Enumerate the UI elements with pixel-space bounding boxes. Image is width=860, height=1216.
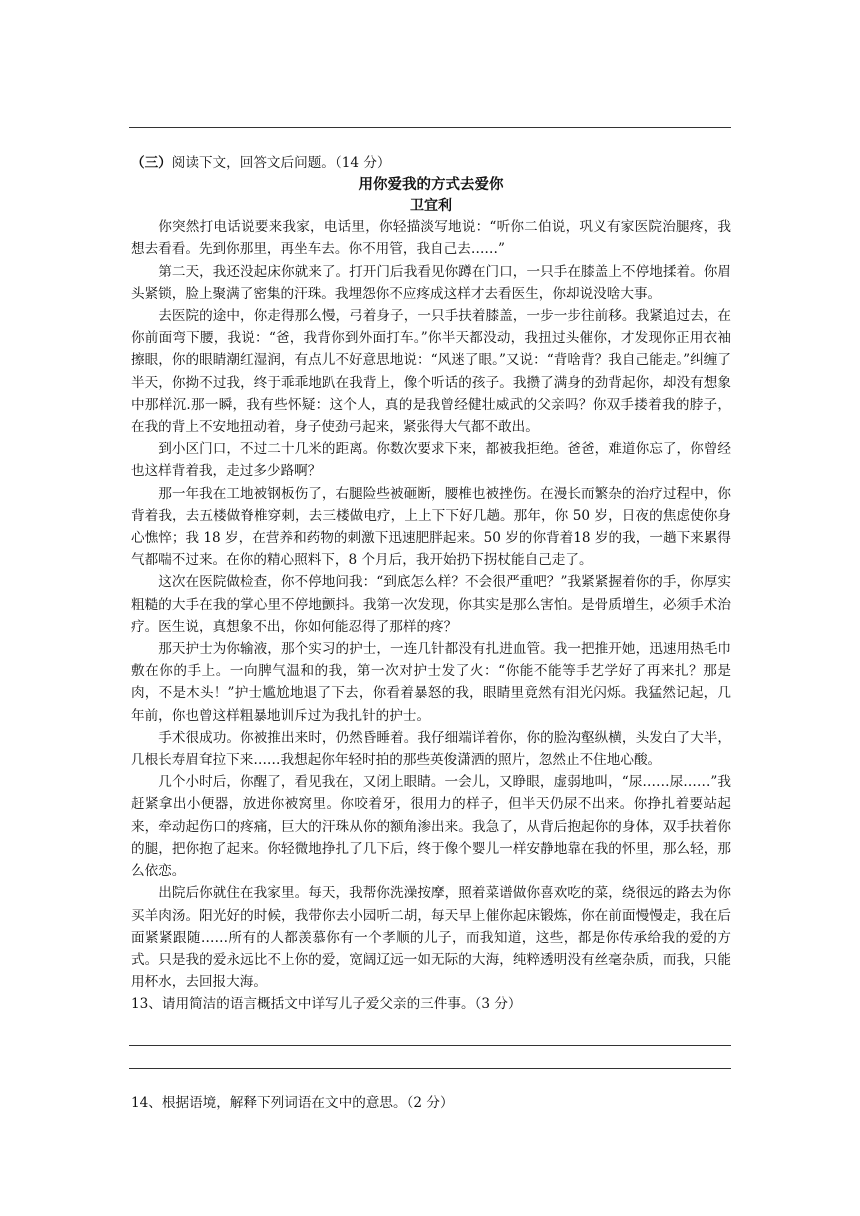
answer-line [129, 1045, 731, 1046]
section-instruction: 阅读下文，回答文后问题。（14 分） [171, 155, 391, 171]
section-label: （三） [131, 155, 172, 171]
article-title: 用你爱我的方式去爱你 [358, 176, 504, 194]
paragraph-1: 你突然打电话说要来我家，电话里，你轻描淡写地说：“听你二伯说，巩义有家医院治腿疼，我想去看看。先到你那里，再坐车去。你不用管，我自己去……” [131, 219, 731, 258]
question-13 [131, 993, 731, 1015]
question-14 [131, 1092, 731, 1114]
answer-line [129, 1068, 731, 1069]
paragraph-10: 出院后你就住在我家里。每天，我帮你洗澡按摩，照着菜谱做你喜欢吃的菜，绕很远的路去为你买羊肉汤。阳光好的时候，我带你去小园听二胡，每天早上催你起床锻炼，你在前面慢慢走，我在后面紧紧跟随……所有的人都羡慕你有一个孝顺的儿子，而我知道，这些，都是你传承给我的爱的方式。只是我的爱永远比不上你的爱，宽阔辽远一如无际的大海，纯粹透明没有丝毫杂质，而我，只能用杯水，去回报大海。 [131, 885, 731, 991]
paragraph-2: 第二天，我还没起床你就来了。打开门后我看见你蹲在门口，一只手在膝盖上不停地揉着。你眉头紧锁，脸上聚满了密集的汗珠。我埋怨你不应疼成这样才去看医生，你却说没啥大事。 [131, 263, 731, 302]
article-author: 卫宜利 [410, 198, 452, 215]
question-text: 请用简洁的语言概括文中详写儿子爱父亲的三件事。（3 分） [161, 996, 522, 1013]
question-number: 13、 [131, 996, 162, 1013]
question-number: 14、 [131, 1094, 162, 1111]
paragraph-7: 那天护士为你输液，那个实习的护士，一连几针都没有扎进血管。我一把推开她，迅速用热毛巾敷在你的手上。一向脾气温和的我，第一次对护士发了火：“你能不能等手艺学好了再来扎？那是肉，不是木头！”护士尴尬地退了下去，你看着暴怒的我，眼睛里竟然有泪光闪烁。我猛然记起，几年前，你也曾这样粗暴地训斥过为我扎针的护士。 [131, 641, 731, 724]
question-text: 根据语境，解释下列词语在文中的意思。（2 分） [161, 1094, 454, 1111]
reading-passage [131, 152, 731, 1016]
paragraph-3: 去医院的途中，你走得那么慢，弓着身子，一只手扶着膝盖，一步一步往前移。我紧追过去，在你前面弯下腰，我说：“爸，我背你到外面打车。”你半天都没动，我扭过头催你，才发现你正用衣袖擦眼，你的眼睛潮红湿润，有点儿不好意思地说：“风迷了眼。”又说：“背啥背？我自己能走。”纠缠了半天，你拗不过我，终于乖乖地趴在我背上，像个听话的孩子。我攒了满身的劲背起你，却没有想象中那样沉.那一瞬，我有些怀疑：这个人，真的是我曾经健壮威武的父亲吗？你双手搂着我的脖子，在我的背上不安地扭动着，身子使劲弓起来，紧张得大气都不敢出。 [131, 308, 731, 436]
paragraph-8: 手术很成功。你被推出来时，仍然昏睡着。我仔细端详着你，你的脸沟壑纵横，头发白了大半，几根长寿眉耷拉下来……我想起你年轻时拍的那些英俊潇洒的照片，忽然止不住地心酸。 [131, 729, 731, 769]
paragraph-4: 到小区门口，不过二十几米的距离。你数次要求下来，都被我拒绝。爸爸，难道你忘了，你曾经也这样背着我，走过多少路啊？ [131, 441, 731, 480]
paragraph-6: 这次在医院做检查，你不停地问我：“到底怎么样？不会很严重吧？”我紧紧握着你的手，你厚实粗糙的大手在我的掌心里不停地颤抖。我第一次发现，你其实是那么害怕。是骨质增生，必须手术治疗。医生说，真想象不出，你如何能忍得了那样的疼？ [131, 574, 731, 635]
paragraph-5: 那一年我在工地被钢板伤了，右腿险些被砸断，腰椎也被挫伤。在漫长而繁杂的治疗过程中，你背着我，去五楼做脊椎穿刺，去三楼做电疗，上上下下好几趟。那年，你 50 岁，日夜的焦虑使你身心憔悴；我 18 岁，在营养和药物的刺激下迅速肥胖起来。50 岁的你背着18 岁的我，一趟下来累得气都喘不过来。在你的精心照料下，8 个月后，我开始扔下拐杖能自己走了。 [131, 485, 731, 569]
section-heading [131, 152, 731, 174]
top-divider [129, 127, 731, 128]
paragraph-9: 几个小时后，你醒了，看见我在，又闭上眼睛。一会儿，又睁眼，虚弱地叫，“尿……尿……”我赶紧拿出小便器，放进你被窝里。你咬着牙，很用力的样子，但半天仍尿不出来。你挣扎着要站起来，牵动起伤口的疼痛，巨大的汗珠从你的额角渗出来。我急了，从背后抱起你的身体，双手扶着你的腿，把你抱了起来。你轻微地挣扎了几下后，终于像个婴儿一样安静地靠在我的怀里，那么轻，那么依恋。 [131, 774, 731, 880]
